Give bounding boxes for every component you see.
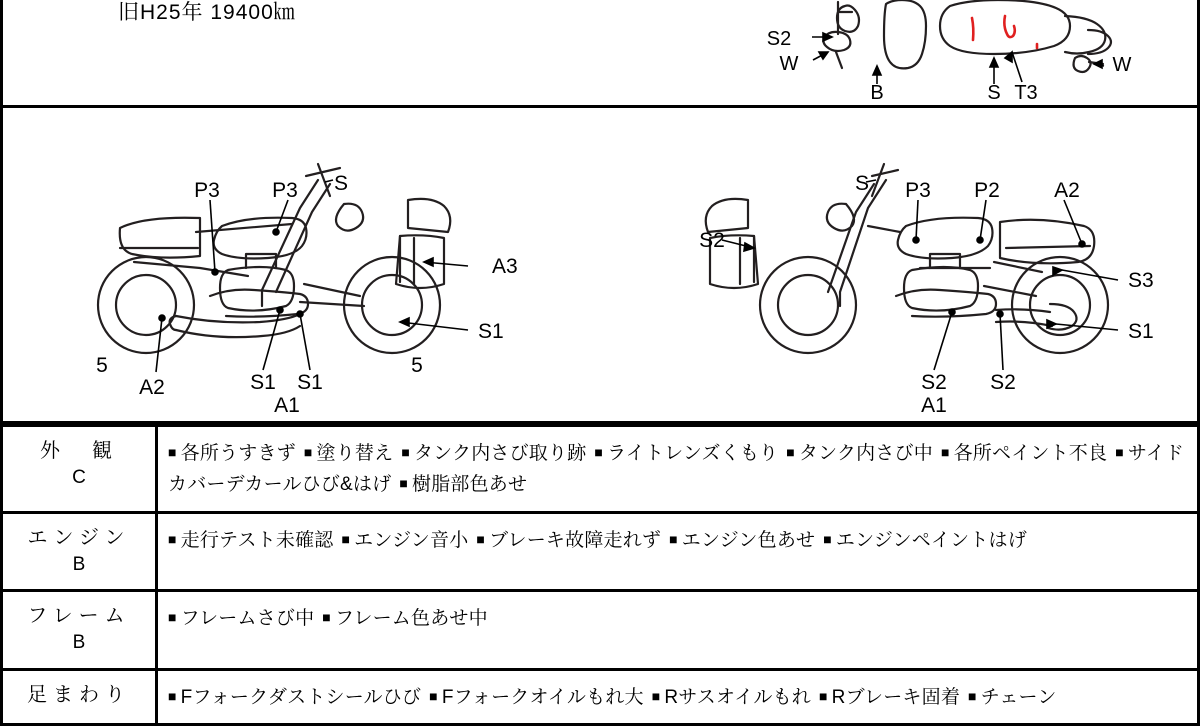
label-S1-c: S1 (297, 371, 323, 394)
label-T3: T3 (1014, 82, 1038, 104)
item: Rブレーキ固着 (831, 686, 961, 708)
items-list: ■ Fフォークダストシールひび ■ Fフォークオイルもれ大 ■ Rサスオイルもれ ■ Rブレーキ固着 ■ チェーン (168, 686, 1057, 708)
item: チェーン (980, 686, 1057, 708)
condition-table (0, 424, 1200, 726)
row-label-text: 外 観 (40, 440, 118, 462)
item: フレーム色あせ中 (334, 608, 488, 630)
table-row (2, 669, 1199, 725)
table-row (2, 512, 1199, 591)
item: タンク内さび中 (798, 443, 933, 464)
item: Fフォークダストシールひび (180, 686, 422, 708)
item: 各所ペイント不良 (953, 443, 1108, 464)
row-grade-text: B (72, 553, 86, 575)
items-list: ■ 走行テスト未確認 ■ エンジン音小 ■ ブレーキ故障走れず ■ エンジン色あせ ■ エンジンペイントはげ (168, 529, 1027, 551)
item: エンジン色あせ (681, 529, 816, 551)
row-label-frame (2, 591, 157, 670)
item: フレームさび中 (180, 608, 315, 630)
item: ライトレンズくもり (607, 443, 779, 464)
label-S1-left: S1 (478, 320, 504, 343)
row-grade-text: C (72, 467, 86, 488)
item: サイドカバーデカールひび&はげ (168, 443, 1185, 495)
item: ブレーキ故障走れず (489, 529, 662, 551)
row-label-suspension (2, 669, 157, 725)
row-grade-text: B (72, 632, 86, 654)
label-S2-left-right-view: S2 (699, 229, 725, 252)
row-items-engine (157, 512, 1199, 591)
item: エンジンペイントはげ (835, 529, 1027, 551)
item: タンク内さび取り跡 (413, 443, 587, 464)
items-list: ■ 各所うすきず ■ 塗り替え ■ タンク内さび取り跡 ■ ライトレンズくもり ■ タンク内さび中 ■ 各所ペイント不良 ■ サイドカバーデカールひび&はげ ■ 樹脂部色あせ (168, 443, 1185, 495)
row-label-engine (2, 512, 157, 591)
label-A3: A3 (492, 255, 518, 278)
label-W-right: W (1112, 54, 1132, 76)
label-S3: S3 (1128, 269, 1154, 292)
row-label-text: 足まわり (27, 683, 131, 706)
label-S1-b: S1 (250, 371, 276, 394)
label-S1-right: S1 (1128, 320, 1154, 343)
label-5-left: 5 (96, 354, 108, 377)
item: エンジン音小 (354, 529, 469, 551)
label-P3-b: P3 (272, 179, 298, 202)
label-P3-a: P3 (194, 179, 220, 202)
label-B: B (870, 82, 884, 104)
registration-mileage-text: 旧H25年 19400㎞ (118, 1, 296, 24)
label-S2-b: S2 (921, 371, 947, 394)
item: Rサスオイルもれ (664, 686, 812, 708)
item: 各所うすきず (180, 443, 296, 464)
label-S: S (987, 82, 1001, 104)
label-5-right: 5 (411, 354, 423, 377)
label-S-left: S (333, 172, 349, 195)
label-A1-right: A1 (921, 394, 947, 417)
label-W-left: W (779, 53, 799, 75)
label-S2: S2 (766, 28, 792, 50)
label-A2-right: A2 (1054, 179, 1080, 202)
row-label-text: フレーム (27, 605, 131, 628)
item: 走行テスト未確認 (180, 529, 334, 551)
label-P3-right: P3 (905, 179, 931, 202)
row-items-suspension (157, 669, 1199, 725)
table-row (2, 591, 1199, 670)
label-S2-c: S2 (990, 371, 1016, 394)
label-P2: P2 (974, 179, 1000, 202)
label-S-right: S (854, 172, 870, 195)
item: 樹脂部色あせ (411, 473, 528, 495)
label-A1-left: A1 (274, 394, 300, 417)
row-items-frame (157, 591, 1199, 670)
table-row (2, 426, 1199, 513)
row-items-exterior (157, 426, 1199, 513)
row-label-text: エンジン (27, 526, 131, 549)
item: Fフォークオイルもれ大 (441, 686, 644, 708)
row-label-exterior (2, 426, 157, 513)
item: 塗り替え (316, 443, 394, 464)
items-list: ■ フレームさび中 ■ フレーム色あせ中 (168, 608, 488, 630)
label-A2-left: A2 (139, 376, 165, 399)
